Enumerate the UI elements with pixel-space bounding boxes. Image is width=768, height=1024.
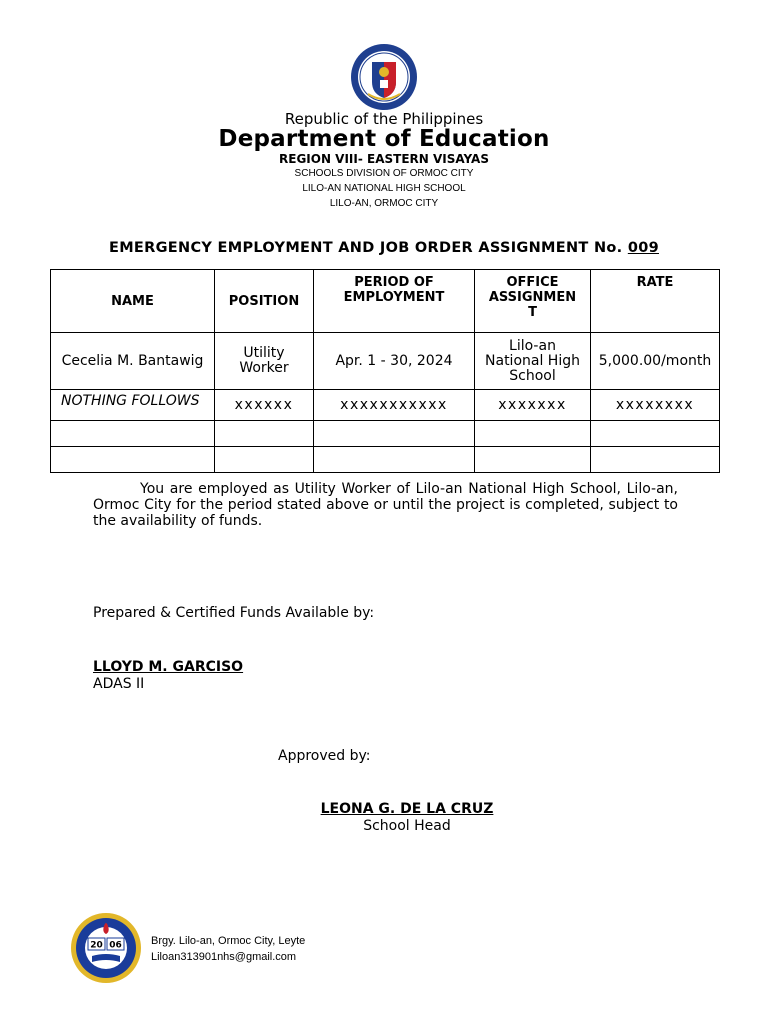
cell-position — [215, 333, 314, 390]
header-period-line2: EMPLOYMENT — [343, 290, 445, 305]
empty-cell — [591, 447, 720, 473]
cell-filler: xxxxxxx — [475, 390, 591, 421]
division-heading: SCHOOLS DIVISION OF ORMOC CITY — [294, 168, 474, 179]
school-seal-logo — [68, 912, 144, 984]
empty-cell — [314, 421, 475, 447]
cell-filler: xxxxxxxxxxx — [314, 390, 475, 421]
header-period — [314, 270, 475, 333]
footer-email: Liloan313901nhs@gmail.com — [151, 951, 297, 963]
seal-year-left: 20 — [90, 940, 103, 951]
footer-contact — [151, 933, 305, 965]
cell-office-line1: Lilo-an — [509, 337, 556, 354]
prepared-signatory-name: LLOYD M. GARCISO — [93, 659, 244, 675]
table-row-empty — [51, 421, 720, 447]
empty-cell — [215, 447, 314, 473]
document-title — [0, 240, 768, 256]
header-office-line1: OFFICE — [506, 275, 559, 290]
table-row — [51, 333, 720, 390]
approved-signatory — [300, 801, 514, 834]
table-row-empty — [51, 447, 720, 473]
cell-rate: 5,000.00/month — [591, 333, 720, 390]
department-heading: Department of Education — [218, 126, 550, 152]
prepared-signatory-position: ADAS II — [93, 676, 145, 692]
empty-cell — [475, 447, 591, 473]
footer-address: Brgy. Lilo-an, Ormoc City, Leyte — [151, 935, 306, 947]
assignment-table — [50, 269, 720, 473]
table-header-row — [51, 270, 720, 333]
header-position: POSITION — [215, 270, 314, 333]
approved-signatory-name: LEONA G. DE LA CRUZ — [320, 801, 494, 817]
header-office-line3: T — [528, 305, 537, 320]
cell-period: Apr. 1 - 30, 2024 — [314, 333, 475, 390]
employment-paragraph: You are employed as Utility Worker of Lilo-an National High School, Lilo-an, Ormoc City for the period stated above or until the project is completed, subject to the availability of funds. — [93, 481, 678, 529]
empty-cell — [475, 421, 591, 447]
empty-cell — [51, 421, 215, 447]
empty-cell — [591, 421, 720, 447]
cell-filler: xxxxxx — [215, 390, 314, 421]
cell-office — [475, 333, 591, 390]
region-heading: REGION VIII- EASTERN VISAYAS — [279, 152, 489, 166]
cell-office-line3: School — [509, 367, 556, 384]
document-title-prefix: EMERGENCY EMPLOYMENT AND JOB ORDER ASSIGNMENT No. — [109, 240, 623, 256]
cell-position-line2: Worker — [239, 360, 289, 376]
document-number: 009 — [627, 240, 659, 256]
seal-year-right: 06 — [109, 940, 122, 951]
location-heading: LILO-AN, ORMOC CITY — [329, 198, 439, 209]
table-row — [51, 390, 720, 421]
cell-position-line1: Utility — [243, 345, 285, 361]
empty-cell — [314, 447, 475, 473]
prepared-label: Prepared & Certified Funds Available by: — [93, 605, 375, 621]
cell-filler: xxxxxxxx — [591, 390, 720, 421]
approved-label: Approved by: — [278, 748, 371, 764]
header-rate: RATE — [591, 270, 720, 333]
header-office-line2: ASSIGNMEN — [488, 290, 577, 305]
header-name: NAME — [51, 270, 215, 333]
approved-signatory-position: School Head — [363, 818, 451, 834]
school-heading: LILO-AN NATIONAL HIGH SCHOOL — [302, 183, 466, 194]
cell-office-line2: National High — [485, 352, 580, 369]
cell-name: Cecelia M. Bantawig — [51, 333, 215, 390]
cell-nothing-follows: NOTHING FOLLOWS — [51, 390, 215, 421]
deped-seal-logo — [346, 42, 422, 112]
empty-cell — [215, 421, 314, 447]
republic-heading: Republic of the Philippines — [284, 110, 484, 128]
header-office — [475, 270, 591, 333]
empty-cell — [51, 447, 215, 473]
header-period-line1: PERIOD OF — [354, 275, 434, 290]
